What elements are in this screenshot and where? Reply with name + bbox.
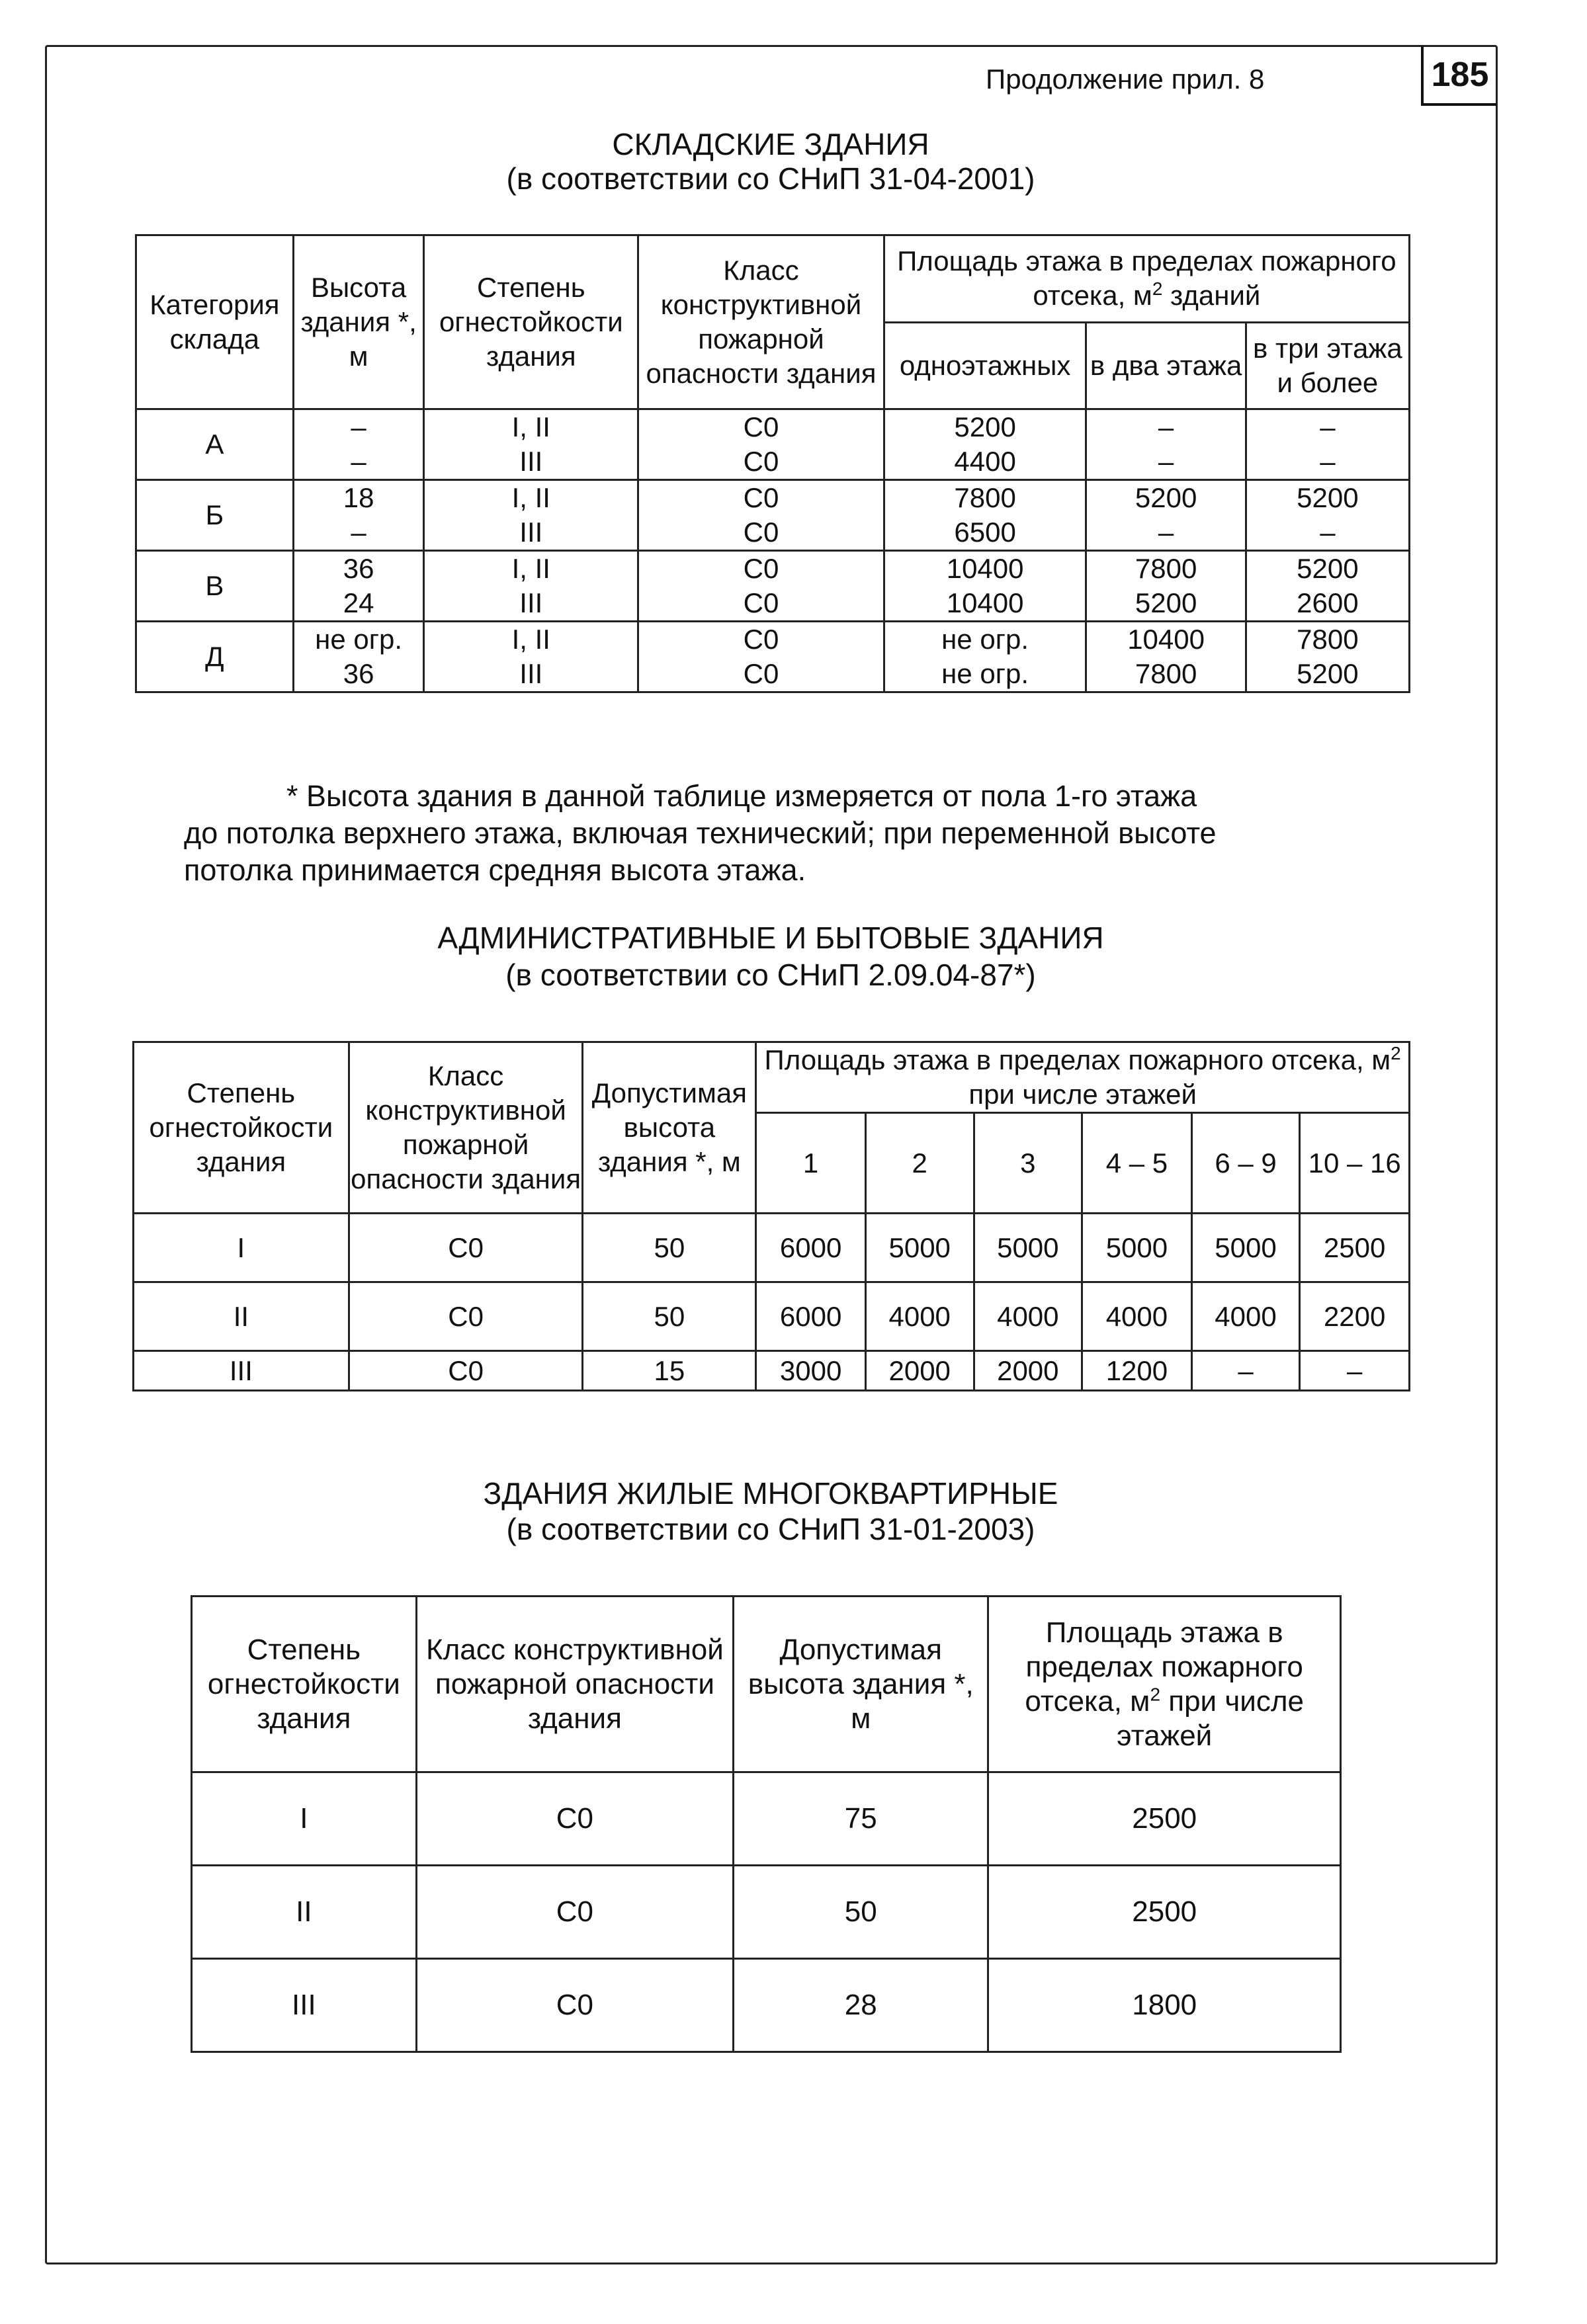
class-cell: С0 xyxy=(416,1959,733,2052)
residential-subtitle: (в соответствии со СНиП 31-01-2003) xyxy=(506,1512,1035,1546)
class-cell: С0 xyxy=(416,1772,733,1866)
class-cell: С0 xyxy=(638,480,884,516)
header-three-plus: в три этажа и более xyxy=(1246,322,1409,409)
height-cell: 75 xyxy=(734,1772,988,1866)
header-fire-resistance: Степень огнестойкости здания xyxy=(134,1042,349,1214)
resistance-cell: II xyxy=(192,1866,417,1959)
height-cell: не огр. xyxy=(293,622,424,657)
header-fire-resistance: Степень огнестойкости здания xyxy=(192,1597,417,1772)
area-cell: 2200 xyxy=(1300,1282,1410,1351)
resistance-cell: I, II xyxy=(424,480,638,516)
resistance-cell: III xyxy=(424,515,638,551)
continuation-note: Продолжение прил. 8 xyxy=(986,63,1265,95)
warehouse-title: СКЛАДСКИЕ ЗДАНИЯ xyxy=(612,127,929,161)
resistance-cell: I, II xyxy=(424,622,638,657)
height-cell: 28 xyxy=(734,1959,988,2052)
resistance-cell: II xyxy=(134,1282,349,1351)
table-row xyxy=(192,1959,1341,2052)
resistance-cell: III xyxy=(424,657,638,692)
area-cell: 4000 xyxy=(974,1282,1082,1351)
two-cell: 7800 xyxy=(1086,657,1246,692)
height-cell: 36 xyxy=(293,551,424,587)
area-cell: 6000 xyxy=(756,1282,866,1351)
category-cell: В xyxy=(136,551,294,622)
footnote-line: потолка принимается средняя высота этажа. xyxy=(184,853,806,887)
class-cell: С0 xyxy=(638,622,884,657)
header-class: Класс конструктивной пожарной опасности здания xyxy=(416,1597,733,1772)
resistance-cell: I, II xyxy=(424,551,638,587)
area-cell: 1200 xyxy=(1082,1351,1192,1391)
warehouse-subtitle: (в соответствии со СНиП 31-04-2001) xyxy=(506,161,1035,196)
resistance-cell: III xyxy=(424,444,638,480)
resistance-cell: I xyxy=(192,1772,417,1866)
admin-title: АДМИНИСТРАТИВНЫЕ И БЫТОВЫЕ ЗДАНИЯ xyxy=(437,921,1104,955)
two-cell: 5200 xyxy=(1086,586,1246,622)
height-cell: 15 xyxy=(583,1351,756,1391)
table-row xyxy=(134,1351,1410,1391)
header-class: Класс конструктивной пожарной опасности здания xyxy=(638,235,884,409)
header-floor: 10 – 16 xyxy=(1300,1113,1410,1214)
table-row xyxy=(136,480,1410,516)
header-floor: 2 xyxy=(865,1113,974,1214)
resistance-cell: III xyxy=(192,1959,417,2052)
class-cell: С0 xyxy=(638,551,884,587)
area-cell: 5000 xyxy=(1191,1214,1300,1282)
class-cell: С0 xyxy=(638,515,884,551)
class-cell: С0 xyxy=(638,586,884,622)
table-row xyxy=(192,1866,1341,1959)
class-cell: С0 xyxy=(349,1351,583,1391)
table-row xyxy=(136,515,1410,551)
resistance-cell: III xyxy=(134,1351,349,1391)
class-cell: С0 xyxy=(416,1866,733,1959)
height-cell: 50 xyxy=(734,1866,988,1959)
header-area-group: Площадь этажа в пределах пожарного отсека, $м^2$ при числе этажей xyxy=(756,1042,1410,1113)
residential-table xyxy=(191,1595,1342,2053)
area-cell: 5000 xyxy=(974,1214,1082,1282)
footnote-line: до потолка верхнего этажа, включая технический; при переменной высоте xyxy=(184,816,1217,850)
footnote-line: * Высота здания в данной таблице измеряется от пола 1-го этажа xyxy=(286,779,1197,813)
one-cell: 4400 xyxy=(884,444,1086,480)
area-cell: 2000 xyxy=(974,1351,1082,1391)
category-cell: Б xyxy=(136,480,294,551)
category-cell: А xyxy=(136,409,294,480)
one-cell: не огр. xyxy=(884,657,1086,692)
resistance-cell: I, II xyxy=(424,409,638,445)
one-cell: 10400 xyxy=(884,551,1086,587)
height-cell: – xyxy=(293,409,424,445)
header-floor: 4 – 5 xyxy=(1082,1113,1192,1214)
header-one-storey: одноэтажных xyxy=(884,322,1086,409)
one-cell: не огр. xyxy=(884,622,1086,657)
table-row xyxy=(136,409,1410,445)
two-cell: – xyxy=(1086,444,1246,480)
one-cell: 5200 xyxy=(884,409,1086,445)
table-row xyxy=(136,444,1410,480)
two-cell: 7800 xyxy=(1086,551,1246,587)
class-cell: С0 xyxy=(638,444,884,480)
header-class: Класс конструктивной пожарной опасности здания xyxy=(349,1042,583,1214)
height-cell: 50 xyxy=(583,1214,756,1282)
two-cell: – xyxy=(1086,409,1246,445)
area-cell: 2500 xyxy=(988,1866,1341,1959)
admin-subtitle: (в соответствии со СНиП 2.09.04-87*) xyxy=(505,958,1036,992)
admin-table xyxy=(132,1041,1410,1391)
area-cell: 4000 xyxy=(865,1282,974,1351)
height-cell: 50 xyxy=(583,1282,756,1351)
footnote xyxy=(184,778,1217,889)
three-cell: – xyxy=(1246,409,1409,445)
area-cell: – xyxy=(1300,1351,1410,1391)
category-cell: Д xyxy=(136,622,294,692)
header-floor: 3 xyxy=(974,1113,1082,1214)
table-row xyxy=(136,622,1410,657)
height-cell: 24 xyxy=(293,586,424,622)
three-cell: 2600 xyxy=(1246,586,1409,622)
class-cell: С0 xyxy=(638,657,884,692)
class-cell: С0 xyxy=(638,409,884,445)
header-area-group: Площадь этажа в пределах пожарного отсека, $м^2$ зданий xyxy=(884,235,1409,323)
height-cell: 18 xyxy=(293,480,424,516)
two-cell: 5200 xyxy=(1086,480,1246,516)
header-floor: 6 – 9 xyxy=(1191,1113,1300,1214)
header-floor: 1 xyxy=(756,1113,866,1214)
height-cell: – xyxy=(293,515,424,551)
page-number: 185 xyxy=(1421,46,1496,106)
table-row xyxy=(136,586,1410,622)
three-cell: 5200 xyxy=(1246,551,1409,587)
area-cell: 4000 xyxy=(1082,1282,1192,1351)
one-cell: 6500 xyxy=(884,515,1086,551)
one-cell: 7800 xyxy=(884,480,1086,516)
area-cell: 1800 xyxy=(988,1959,1341,2052)
header-area: Площадь этажа в пределах пожарного отсека, $м^2$ при числе этажей xyxy=(988,1597,1341,1772)
area-cell: 3000 xyxy=(756,1351,866,1391)
resistance-cell: I xyxy=(134,1214,349,1282)
area-cell: 2500 xyxy=(1300,1214,1410,1282)
area-cell: 2000 xyxy=(865,1351,974,1391)
area-cell: 5000 xyxy=(1082,1214,1192,1282)
header-height: Допустимая высота здания *, м xyxy=(583,1042,756,1214)
header-fire-resistance: Степень огнестойкости здания xyxy=(424,235,638,409)
area-cell: 4000 xyxy=(1191,1282,1300,1351)
class-cell: С0 xyxy=(349,1282,583,1351)
area-cell: 5000 xyxy=(865,1214,974,1282)
table-row xyxy=(192,1772,1341,1866)
three-cell: 5200 xyxy=(1246,480,1409,516)
height-cell: 36 xyxy=(293,657,424,692)
area-cell: – xyxy=(1191,1351,1300,1391)
height-cell: – xyxy=(293,444,424,480)
header-height: Высота здания *, м xyxy=(293,235,424,409)
class-cell: С0 xyxy=(349,1214,583,1282)
header-two-storey: в два этажа xyxy=(1086,322,1246,409)
three-cell: – xyxy=(1246,444,1409,480)
resistance-cell: III xyxy=(424,586,638,622)
area-cell: 6000 xyxy=(756,1214,866,1282)
warehouse-table xyxy=(135,234,1410,693)
header-height: Допустимая высота здания *, м xyxy=(734,1597,988,1772)
two-cell: 10400 xyxy=(1086,622,1246,657)
table-row xyxy=(134,1214,1410,1282)
two-cell: – xyxy=(1086,515,1246,551)
area-cell: 2500 xyxy=(988,1772,1341,1866)
table-row xyxy=(134,1282,1410,1351)
three-cell: 7800 xyxy=(1246,622,1409,657)
header-category: Категория склада xyxy=(136,235,294,409)
table-row xyxy=(136,551,1410,587)
table-row xyxy=(136,657,1410,692)
three-cell: – xyxy=(1246,515,1409,551)
residential-title: ЗДАНИЯ ЖИЛЫЕ МНОГОКВАРТИРНЫЕ xyxy=(483,1476,1058,1511)
one-cell: 10400 xyxy=(884,586,1086,622)
three-cell: 5200 xyxy=(1246,657,1409,692)
